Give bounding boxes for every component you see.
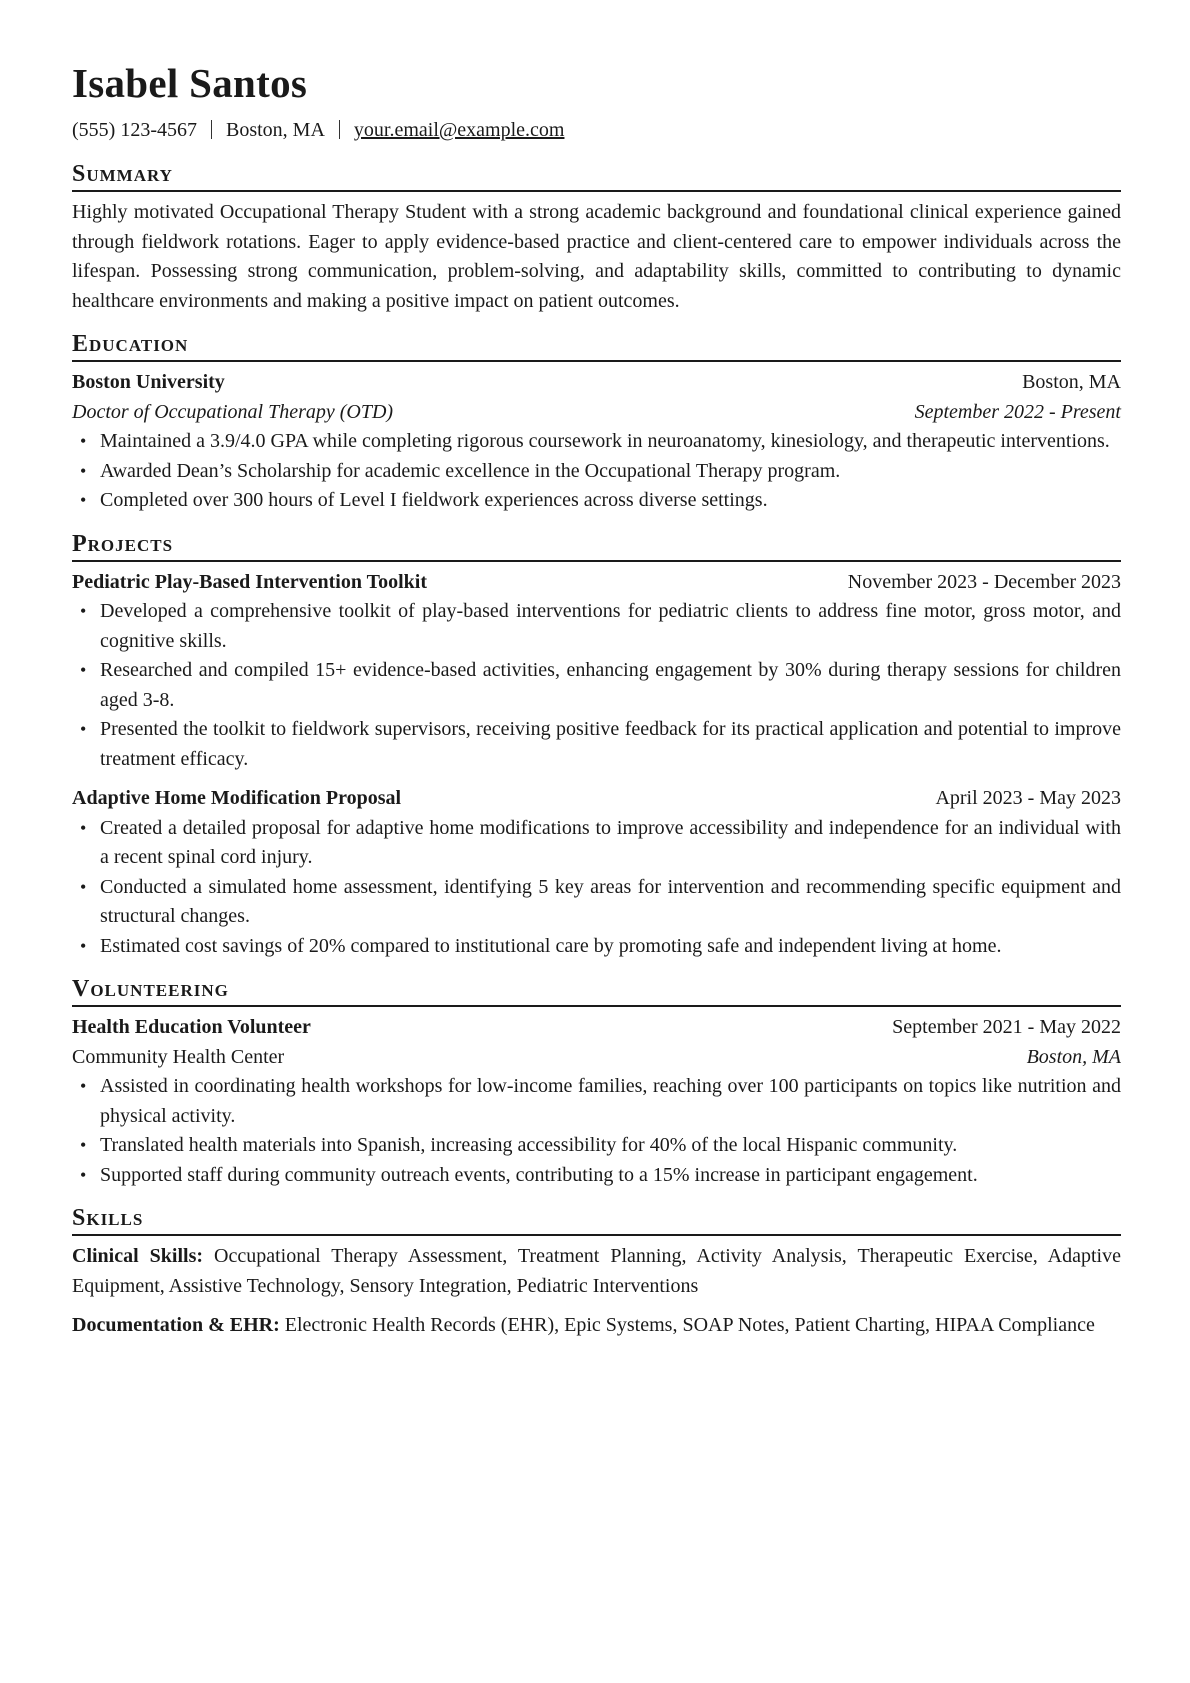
volunteer-role: Health Education Volunteer (72, 1016, 311, 1038)
volunteer-entry (72, 1013, 1121, 1190)
volunteer-location: Boston, MA (1026, 1045, 1121, 1068)
education-dates: September 2022 - Present (914, 400, 1121, 423)
degree: Doctor of Occupational Therapy (OTD) (72, 400, 394, 423)
skill-category (72, 1311, 1121, 1341)
section-title-volunteering: Volunteering (72, 975, 1121, 1007)
skill-category-label: Documentation & EHR: (72, 1314, 280, 1336)
email-link[interactable]: your.email@example.com (353, 119, 565, 141)
skill-category-value: Electronic Health Records (EHR), Epic Systems, SOAP Notes, Patient Charting, HIPAA Compliance (284, 1314, 1095, 1336)
project-entry (72, 784, 1121, 961)
project-bullets (72, 814, 1121, 962)
skill-category-label: Clinical Skills: (72, 1245, 204, 1267)
skill-category-value: Occupational Therapy Assessment, Treatment Planning, Activity Analysis, Therapeutic Exercise, Adaptive Equipment, Assistive Technology, Sensory Integration, Pediatric Interventions (72, 1245, 1121, 1297)
summary-text: Highly motivated Occupational Therapy Student with a strong academic background and foundational clinical experience gained through fieldwork rotations. Eager to apply evidence-based practice and client-centered care to empower individuals across the lifespan. Possessing strong communication, problem-solving, and adaptability skills, committed to contributing to dynamic healthcare environments and making a positive impact on patient outcomes. (72, 201, 1121, 312)
bullet-item: • Developed a comprehensive toolkit of play-based interventions for pediatric clients to address fine motor, gross motor, and cognitive skills. (72, 597, 1121, 656)
bullet-item: • Created a detailed proposal for adaptive home modifications to improve accessibility and independence for an individual with a recent spinal cord injury. (72, 814, 1121, 873)
volunteer-dates: September 2021 - May 2022 (892, 1016, 1121, 1038)
phone-number: (555) 123-4567 (72, 119, 197, 141)
section-title-education: Education (72, 330, 1121, 362)
contact-divider (211, 120, 212, 139)
project-dates: November 2023 - December 2023 (847, 570, 1121, 593)
summary-section (72, 160, 1121, 316)
institution-name: Boston University (72, 371, 225, 393)
contact-divider (339, 120, 340, 139)
contact-line (72, 116, 1121, 144)
institution-location: Boston, MA (1022, 371, 1121, 393)
section-title-projects: Projects (72, 530, 1121, 562)
skills-section (72, 1204, 1121, 1341)
education-bullets (72, 427, 1121, 516)
project-dates: April 2023 - May 2023 (935, 787, 1121, 809)
project-name: Pediatric Play-Based Intervention Toolkit (72, 570, 427, 593)
education-section (72, 330, 1121, 516)
bullet-item: • Conducted a simulated home assessment, identifying 5 key areas for intervention and recommending specific equipment and structural changes. (72, 873, 1121, 932)
bullet-item: • Supported staff during community outreach events, contributing to a 15% increase in participant engagement. (72, 1161, 1121, 1191)
skill-category (72, 1242, 1121, 1301)
bullet-item: • Translated health materials into Spanish, increasing accessibility for 40% of the local Hispanic community. (72, 1131, 1121, 1161)
bullet-item: • Completed over 300 hours of Level I fieldwork experiences across diverse settings. (72, 486, 1121, 516)
bullet-item: • Researched and compiled 15+ evidence-based activities, enhancing engagement by 30% during therapy sessions for children aged 3-8. (72, 656, 1121, 715)
projects-section (72, 530, 1121, 962)
bullet-item: • Assisted in coordinating health workshops for low-income families, reaching over 100 participants on topics like nutrition and physical activity. (72, 1072, 1121, 1131)
volunteer-organization: Community Health Center (72, 1045, 285, 1068)
project-name: Adaptive Home Modification Proposal (72, 787, 402, 809)
bullet-item: • Awarded Dean’s Scholarship for academic excellence in the Occupational Therapy program. (72, 457, 1121, 487)
bullet-item: • Estimated cost savings of 20% compared to institutional care by promoting safe and independent living at home. (72, 932, 1121, 962)
resume-header (72, 58, 1121, 144)
section-title-summary: Summary (72, 160, 1121, 192)
bullet-item: • Presented the toolkit to fieldwork supervisors, receiving positive feedback for its practical application and potential to improve treatment efficacy. (72, 715, 1121, 774)
volunteering-section (72, 975, 1121, 1190)
project-entry (72, 568, 1121, 775)
location: Boston, MA (225, 119, 325, 141)
section-title-skills: Skills (72, 1204, 1121, 1236)
candidate-name: Isabel Santos (72, 60, 308, 106)
education-entry (72, 368, 1121, 516)
resume-page (72, 58, 1121, 1341)
volunteer-bullets (72, 1072, 1121, 1190)
project-bullets (72, 597, 1121, 774)
bullet-item: • Maintained a 3.9/4.0 GPA while completing rigorous coursework in neuroanatomy, kinesiology, and therapeutic interventions. (72, 427, 1121, 457)
